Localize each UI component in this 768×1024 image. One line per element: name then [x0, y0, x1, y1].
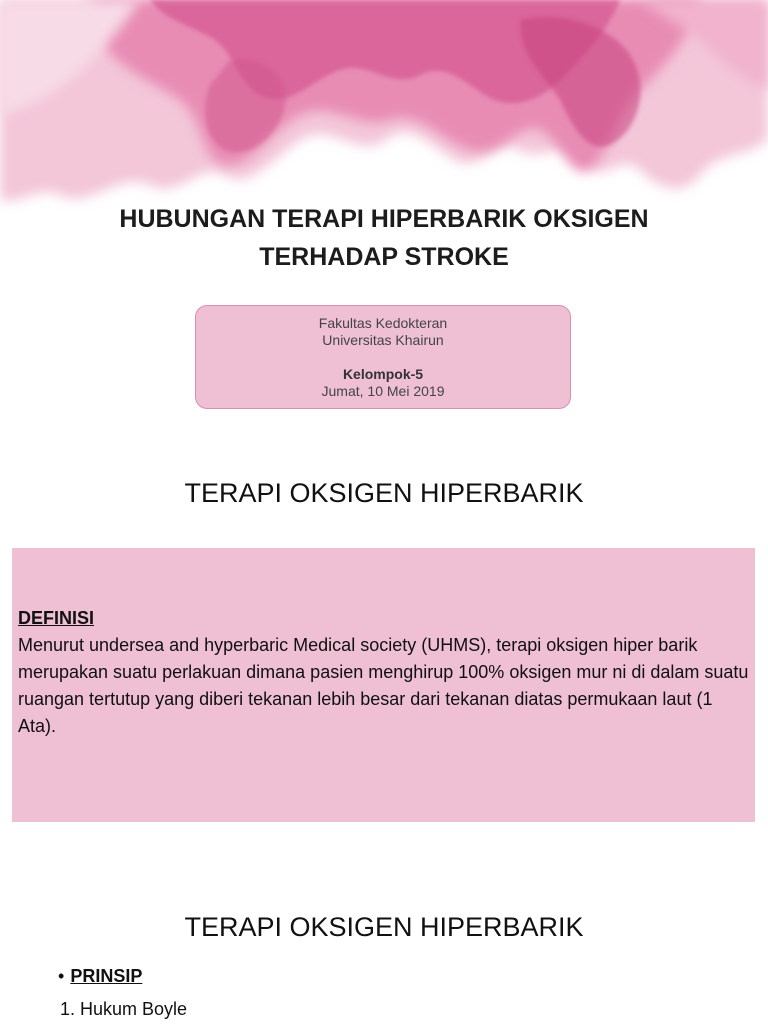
title-line-2: TERHADAP STROKE	[259, 243, 509, 271]
list-item: 1. Hukum Boyle	[60, 999, 188, 1019]
date-text: Jumat, 10 Mei 2019	[321, 383, 445, 399]
definition-box	[12, 548, 755, 822]
faculty-text: Fakultas Kedokteran	[318, 315, 448, 331]
university-text: Universitas Khairun	[322, 332, 444, 348]
presentation-title	[0, 200, 768, 276]
bullet-dot-icon: •	[58, 966, 65, 986]
bullet-label: PRINSIP	[70, 966, 143, 986]
spacer	[196, 349, 570, 366]
group-text: Kelompok-5	[342, 366, 424, 382]
slide2-heading: TERAPI OKSIGEN HIPERBARIK	[184, 478, 584, 508]
definition-text: Menurut undersea and hyperbaric Medical society (UHMS), terapi oksigen hiper barik merupakan suatu perlakuan dimana pasien menghirup 100% oksigen mur ni di dalam suatu ruangan tertutup yang diberi tekanan lebih besar dari tekanan diatas permukaan laut (1 Ata).	[18, 635, 749, 736]
watercolor-decoration	[0, 0, 768, 230]
bullet-prinsip	[58, 966, 142, 987]
definition-label: DEFINISI	[18, 608, 95, 628]
info-box	[195, 305, 571, 409]
slide-title	[0, 0, 768, 440]
title-line-1: HUBUNGAN TERAPI HIPERBARIK OKSIGEN	[119, 205, 649, 233]
slide3-heading: TERAPI OKSIGEN HIPERBARIK	[184, 912, 584, 942]
